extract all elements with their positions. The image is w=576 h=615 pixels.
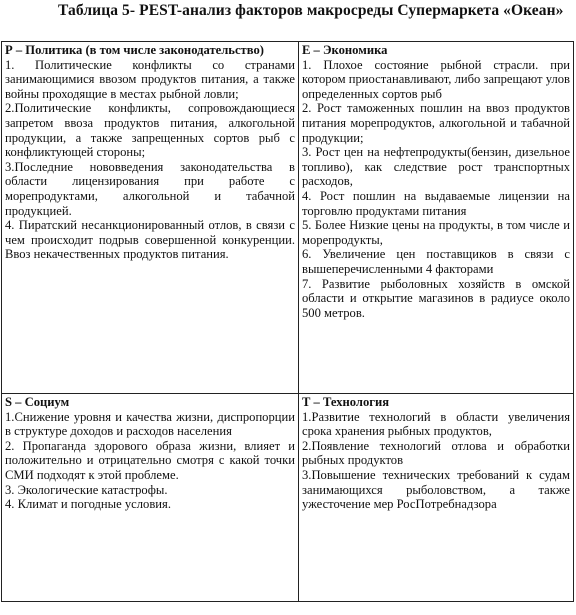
list-item: 3. Рост цен на нефтепродукты(бензин, дизельное топливо), как следствие рост транспортных расходов, — [302, 145, 570, 189]
list-item: 4. Климат и погодные условия. — [5, 497, 171, 512]
cell-economics — [299, 42, 574, 394]
cell-technology — [299, 394, 574, 602]
list-item: 4. Рост пошлин на выдаваемые лицензии на торговлю продуктами питания — [302, 188, 570, 218]
cell-politics — [2, 42, 299, 394]
list-item: 3. Экологические катастрофы. — [5, 482, 168, 497]
list-item: 2.Появление технологий отлова и обработки рыбных продуктов — [302, 438, 570, 468]
table-row — [2, 42, 574, 394]
cell-header-economics: Е – Экономика — [302, 43, 388, 57]
cell-header-technology: Т – Технология — [302, 395, 390, 409]
pest-table — [1, 41, 574, 602]
cell-header-society: S – Социум — [5, 395, 70, 409]
list-item: 1.Снижение уровня и качества жизни, диспропорции в структуре доходов и расходов населения — [5, 409, 295, 439]
list-item: 2. Пропаганда здорового образа жизни, влияет и положительно и отрицательно смотря с какой точки СМИ подходят к этой проблеме. — [5, 438, 295, 482]
table-title: Таблица 5- PEST-анализ факторов макросреды Супермаркета «Океан» — [58, 2, 564, 19]
list-item: 1. Политические конфликты со странами занимающимися ввозом продуктов питания, а также войны проходящие в местах рыбной ловли; — [5, 57, 295, 101]
list-item: 2. Рост таможенных пошлин на ввоз продуктов питания морепродуктов, алкогольной и табачной продукции; — [302, 101, 570, 145]
list-item: 7. Развитие рыболовных хозяйств в омской области и открытие магазинов в радиусе около 500 метров. — [302, 276, 570, 320]
list-item: 5. Более Низкие цены на продукты, в том числе и морепродукты, — [302, 218, 570, 247]
table-row — [2, 394, 574, 602]
list-item: 6. Увеличение цен поставщиков в связи с вышеперечисленными 4 факторами — [302, 247, 570, 276]
list-item: 1. Плохое состояние рыбной страсли. при котором приостанавливают, либо запрещают улов определенных сортов рыб — [302, 57, 570, 101]
list-item: 4. Пиратский несанкционированный отлов, в связи с чем происходит подрыв совершенной конкуренции. Ввоз некачественных продуктов питания. — [5, 218, 295, 262]
list-item: 1.Развитие технологий в области увеличения срока хранения рыбных продуктов, — [302, 409, 570, 439]
cell-society — [2, 394, 299, 602]
list-item: 3.Повышение технических требований к судам занимающихся рыболовством, а также ужесточение мер РосПотребнадзора — [302, 467, 570, 512]
list-item: 2.Политические конфликты, сопровождающиеся запретом ввоза продуктов питания, алкогольной продукции, а также запрещенных сортов рыб с конфликтующей стороны; — [5, 101, 295, 160]
list-item: 3.Последние нововведения законодательства в области лицензирования при работе с морепродуктами, алкогольной и табачной продукцией. — [5, 159, 295, 218]
cell-header-politics: Р – Политика (в том числе законодательство) — [5, 43, 264, 57]
